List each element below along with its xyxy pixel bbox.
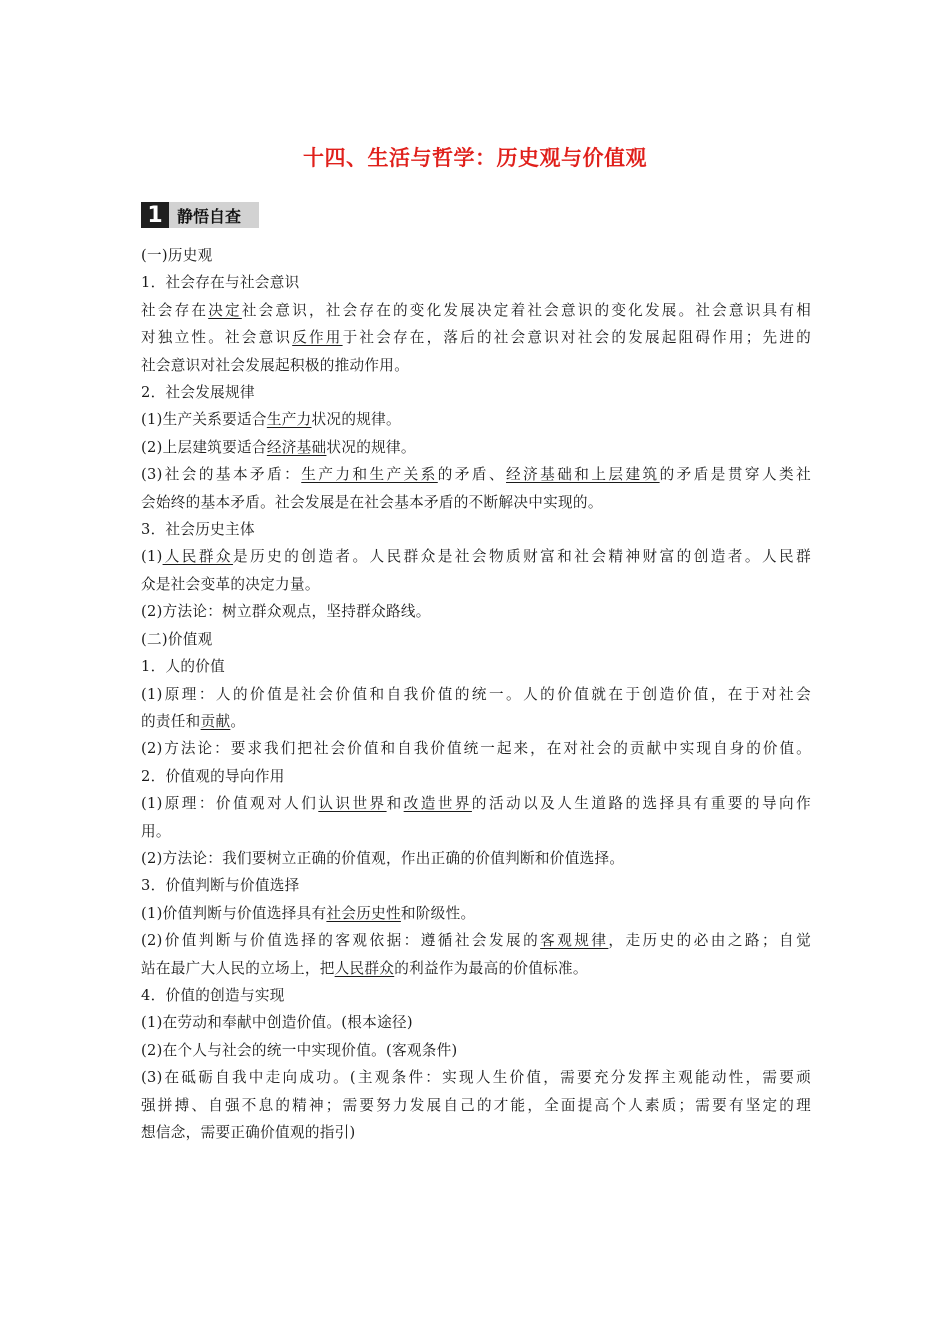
text-segment: (2)方法论：要求我们把社会价值和自我价值统一起来，在对社会的贡献中实现自身的价值。	[141, 740, 811, 758]
text-line	[141, 406, 811, 433]
underlined-key-term: 认识世界	[318, 795, 387, 813]
text-segment: 3．价值判断与价值选择	[141, 877, 300, 895]
text-segment: (2)上层建筑要适合	[141, 438, 267, 456]
section-label: 静悟自查	[177, 206, 242, 226]
text-line	[141, 461, 811, 488]
text-segment: 的责任和	[141, 712, 201, 730]
text-segment: 2．价值观的导向作用	[141, 767, 285, 785]
text-line	[141, 516, 811, 543]
text-segment: (2)方法论：树立群众观点，坚持群众路线。	[141, 603, 431, 621]
text-line	[141, 269, 811, 296]
text-segment: 的利益作为最高的价值标准。	[394, 959, 588, 977]
text-segment: 社会存在	[141, 301, 209, 319]
text-line	[141, 1009, 811, 1036]
text-segment: 会始终的基本矛盾。社会发展是在社会基本矛盾的不断解决中实现的。	[141, 493, 603, 511]
text-segment: 社会意识对社会发展起积极的推动作用。	[141, 356, 410, 374]
text-line	[141, 790, 811, 817]
text-line	[141, 324, 811, 351]
text-segment: 想信念，需要正确价值观的指引)	[141, 1124, 356, 1141]
text-segment: (2)方法论：我们要树立正确的价值观，作出正确的价值判断和价值选择。	[141, 849, 625, 867]
text-segment: 社会意识，社会存在的变化发展决定着社会意识的变化发展。社会意识具有相	[241, 301, 812, 319]
document-body	[141, 242, 811, 1146]
text-line	[141, 927, 811, 954]
underlined-key-term: 社会历史性	[326, 904, 401, 922]
text-line	[141, 708, 811, 735]
text-line	[141, 1092, 811, 1119]
text-line	[141, 818, 811, 845]
text-line	[141, 982, 811, 1009]
underlined-key-term: 经济基础	[266, 438, 327, 456]
text-line	[141, 845, 811, 872]
underlined-key-term: 人民群众	[162, 548, 234, 566]
text-segment: (一)历史观	[141, 247, 213, 264]
text-segment: 是历史的创造者。人民群众是社会物质财富和社会精神财富的创造者。人民群	[233, 548, 812, 566]
page-title: 十四、生活与哲学：历史观与价值观	[303, 146, 647, 170]
section-header	[141, 202, 259, 228]
text-segment: 众是社会变革的决定力量。	[141, 575, 320, 593]
text-segment: 3．社会历史主体	[141, 521, 255, 539]
text-segment: 对独立性。社会意识	[141, 329, 293, 347]
text-segment: 的矛盾、	[437, 466, 507, 484]
text-segment: (1)生产关系要适合	[141, 411, 267, 429]
underlined-key-term: 客观规律	[540, 932, 609, 950]
text-segment: (3)社会的基本矛盾：	[141, 466, 302, 484]
text-segment: 和	[386, 795, 404, 813]
text-line	[141, 763, 811, 790]
text-segment: 用。	[141, 822, 171, 840]
underlined-key-term: 决定	[208, 301, 242, 319]
text-segment: 状况的规律。	[326, 438, 416, 456]
text-segment: 。	[230, 712, 246, 730]
text-line	[141, 434, 811, 461]
text-line	[141, 543, 811, 570]
text-segment: (1)价值判断与价值选择具有	[141, 904, 327, 922]
underlined-key-term: 贡献	[200, 712, 231, 730]
underlined-key-term: 生产力和生产关系	[301, 466, 438, 484]
text-line	[141, 242, 811, 269]
text-segment: 2．社会发展规律	[141, 384, 255, 402]
underlined-key-term: 人民群众	[334, 959, 395, 977]
text-line	[141, 681, 811, 708]
text-segment: (二)价值观	[141, 630, 213, 648]
text-segment: 于社会存在，落后的社会意识对社会的发展起阻碍作用；先进的	[342, 329, 812, 347]
text-line	[141, 297, 811, 324]
text-line	[141, 489, 811, 516]
text-line	[141, 352, 811, 379]
text-line	[141, 900, 811, 927]
underlined-key-term: 反作用	[292, 329, 343, 347]
text-line	[141, 1119, 811, 1146]
text-line	[141, 955, 811, 982]
text-segment: 1．人的价值	[141, 658, 226, 676]
text-segment: 的矛盾是贯穿人类社	[659, 466, 812, 484]
text-segment: (1)原理：人的价值是社会价值和自我价值的统一。人的价值就在于创造价值，在于对社会	[141, 685, 811, 703]
text-segment: 1．社会存在与社会意识	[141, 274, 300, 292]
text-line	[141, 626, 811, 653]
text-segment: (1)	[141, 548, 163, 566]
underlined-key-term: 生产力	[266, 411, 312, 429]
text-segment: 和阶级性。	[400, 904, 476, 922]
text-line	[141, 571, 811, 598]
text-line	[141, 872, 811, 899]
text-segment: ，走历史的必由之路；自觉	[608, 932, 811, 950]
text-segment: (1)在劳动和奉献中创造价值。(根本途径)	[141, 1014, 413, 1032]
text-segment: 的活动以及人生道路的选择具有重要的导向作	[471, 795, 812, 813]
text-segment: (1)原理：价值观对人们	[141, 795, 319, 813]
text-segment: 4．价值的创造与实现	[141, 986, 285, 1004]
text-line	[141, 1037, 811, 1064]
underlined-key-term: 改造世界	[403, 795, 472, 813]
text-line	[141, 653, 811, 680]
text-line	[141, 379, 811, 406]
text-segment: 状况的规律。	[311, 411, 401, 429]
text-line	[141, 1064, 811, 1091]
text-line	[141, 598, 811, 625]
text-segment: 强拼搏、自强不息的精神；需要努力发展自己的才能，全面提高个人素质；需要有坚定的理	[141, 1096, 811, 1114]
text-line	[141, 735, 811, 762]
text-segment: (2)在个人与社会的统一中实现价值。(客观条件)	[141, 1041, 458, 1059]
underlined-key-term: 经济基础和上层建筑	[506, 466, 660, 484]
text-segment: (2)价值判断与价值选择的客观依据：遵循社会发展的	[141, 932, 541, 950]
section-number-badge: 1	[141, 202, 169, 228]
text-segment: 站在最广大人民的立场上，把	[141, 959, 335, 977]
text-segment: (3)在砥砺自我中走向成功。(主观条件：实现人生价值，需要充分发挥主观能动性，需要顽	[141, 1069, 811, 1087]
